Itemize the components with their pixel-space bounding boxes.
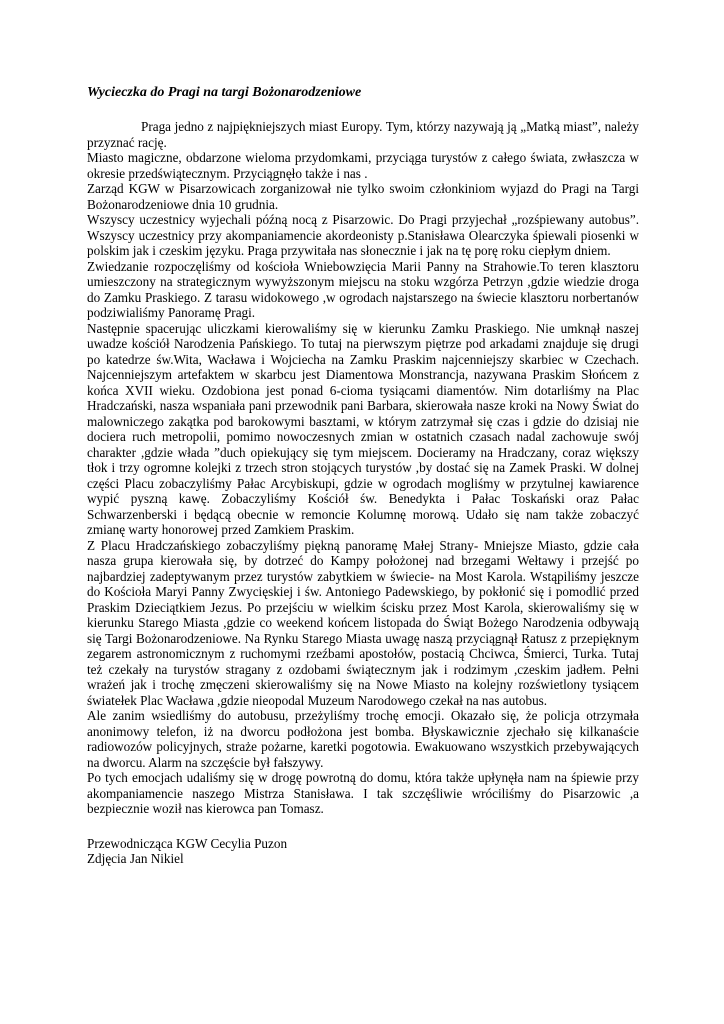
- signature-author: Przewodnicząca KGW Cecylia Puzon: [87, 835, 288, 851]
- paragraph-return: Po tych emocjach udaliśmy się w drogę powrotną do domu, która także upłynęła nam na śpiewie przy akompaniamencie naszego Mistrza Stanisława. I tak szczęśliwie wróciliśmy do Pisarzowic ,a bezpiecznie woził nas kierowca pan Tomasz.: [87, 770, 639, 816]
- paragraph-departure: Wszyscy uczestnicy wyjechali późną nocą z Pisarzowic. Do Pragi przyjechał „rozśpiewany autobus”. Wszyscy uczestnicy przy akompaniamencie akordeonisty p.Stanisława Olearczyka śpiewali piosenki w polskim jak i czeskim języku. Praga przywitała nas słonecznie i jak na tę porę roku ciepłym dniem.: [87, 212, 639, 258]
- document-title: Wycieczka do Pragi na targi Bożonarodzeniowe: [87, 85, 362, 100]
- paragraph-intro: Praga jedno z najpiękniejszych miast Europy. Tym, którzy nazywają ją „Matką miast”, należy przyznać rację.: [87, 119, 639, 150]
- paragraph-bomb-alert: Ale zanim wsiedliśmy do autobusu, przeżyliśmy trochę emocji. Okazało się, że policja otrzymała anonimowy telefon, iż na dworcu podłożona jest bomba. Błyskawicznie zjechało się kilkanaście radiowozów policyjnych, straże pożarne, karetki pogotowia. Ewakuowano wszystkich przebywających na dworcu. Alarm na szczęście był fałszywy.: [87, 708, 639, 770]
- paragraph-magic-city: Miasto magiczne, obdarzone wieloma przydomkami, przyciąga turystów z całego świata, zwłaszcza w okresie przedświątecznym. Przyciągnęło także i nas .: [87, 150, 639, 181]
- document-page: [87, 84, 639, 867]
- paragraph-castle-walk: Następnie spacerując uliczkami kierowaliśmy się w kierunku Zamku Praskiego. Nie umknął naszej uwadze kościół Narodzenia Pańskiego. To tutaj na pierwszym piętrze pod arkadami znajduje się drugi po katedrze św.Wita, Wacława i Wojciecha na Zamku Praskim najcenniejszy skarbiec w Czechach. Najcenniejszym artefaktem w skarbcu jest Diamentowa Monstrancja, nazywana Praskim Słońcem z końca XVII wieku. Ozdobiona jest ponad 6-cioma tysiącami diamentów. Nim dotarliśmy na Plac Hradczański, nasza wspaniała pani przewodnik pani Barbara, skierowała nasze kroki na Nowy Świat do malowniczego zakątka pod barokowymi basztami, w którym zatrzymał się czas i gdzie do dzisiaj nie dociera ruch metropolii, pomimo nowoczesnych zmian w ostatnich czasach nadal zachowuje swój charakter ,gdzie włada ”duch opiekujący się tym miejscem. Docieramy na Hradczany, coraz większy tłok i trzy ogromne kolejki z trzech stron stojących turystów ,by dostać się na Zamek Praski. W dolnej części Placu zobaczyliśmy Pałac Arcybiskupi, gdzie w ogrodach mogliśmy w przytulnej kawiarence wypić pyszną kawę. Zobaczyliśmy Kościół św. Benedykta i Pałac Toskański oraz Pałac Schwarzenberski i będącą obecnie w remoncie Kolumnę morową. Udało się nam także zobaczyć zmianę warty honorowej przed Zamkiem Praskim.: [87, 320, 639, 537]
- paragraph-old-town: Z Placu Hradczańskiego zobaczyliśmy piękną panoramę Małej Strany- Mniejsze Miasto, gdzie cała nasza grupa kierowała się, by dotrzeć do Kampy położonej nad brzegami Wełtawy i przejść po najbardziej zadeptywanym przez turystów zabytkiem w świecie- na Most Karola. Wstąpiliśmy jeszcze do Kościoła Maryi Panny Zwycięskiej i św. Antoniego Padewskiego, by pokłonić się i pomodlić przed Praskim Dzieciątkiem Jezus. Po przejściu w wielkim ścisku przez Most Karola, skierowaliśmy się w kierunku Starego Miasta ,gdzie co weekend końcem listopada do Świąt Bożego Narodzenia odbywają się Targi Bożonarodzeniowe. Na Rynku Starego Miasta uwagę naszą przyciągnął Ratusz z przepięknym zegarem astronomicznym z ruchomymi rzeźbami apostołów, postacią Chciwca, Śmierci, Turka. Tutaj też czekały na turystów stragany z ozdobami świątecznym jak i rodzimym ,czeskim jadłem. Pełni wrażeń jak i trochę zmęczeni skierowaliśmy się na Nowe Miasto na kolejny rozświetlony tysiącem światełek Plac Wacława ,gdzie nieopodal Muzeum Narodowego czekał na nas autobus.: [87, 537, 639, 708]
- paragraph-organization: Zarząd KGW w Pisarzowicach zorganizował nie tylko swoim członkiniom wyjazd do Pragi na Targi Bożonarodzeniowe dnia 10 grudnia.: [87, 181, 639, 212]
- document-body: [87, 119, 639, 817]
- paragraph-strahov: Zwiedzanie rozpoczęliśmy od kościoła Wniebowzięcia Marii Panny na Strahowie.To teren klasztoru umieszczony na strategicznym wywyższonym miejscu na stoku wzgórza Petrzyn ,gdzie wiedzie droga do Zamku Praskiego. Z tarasu widokowego ,w ogrodach najstarszego na świecie klasztoru norbertanów podziwialiśmy Panoramę Pragi.: [87, 258, 639, 320]
- signature-photos: Zdjęcia Jan Nikiel: [87, 851, 184, 866]
- signature-block: [87, 836, 639, 867]
